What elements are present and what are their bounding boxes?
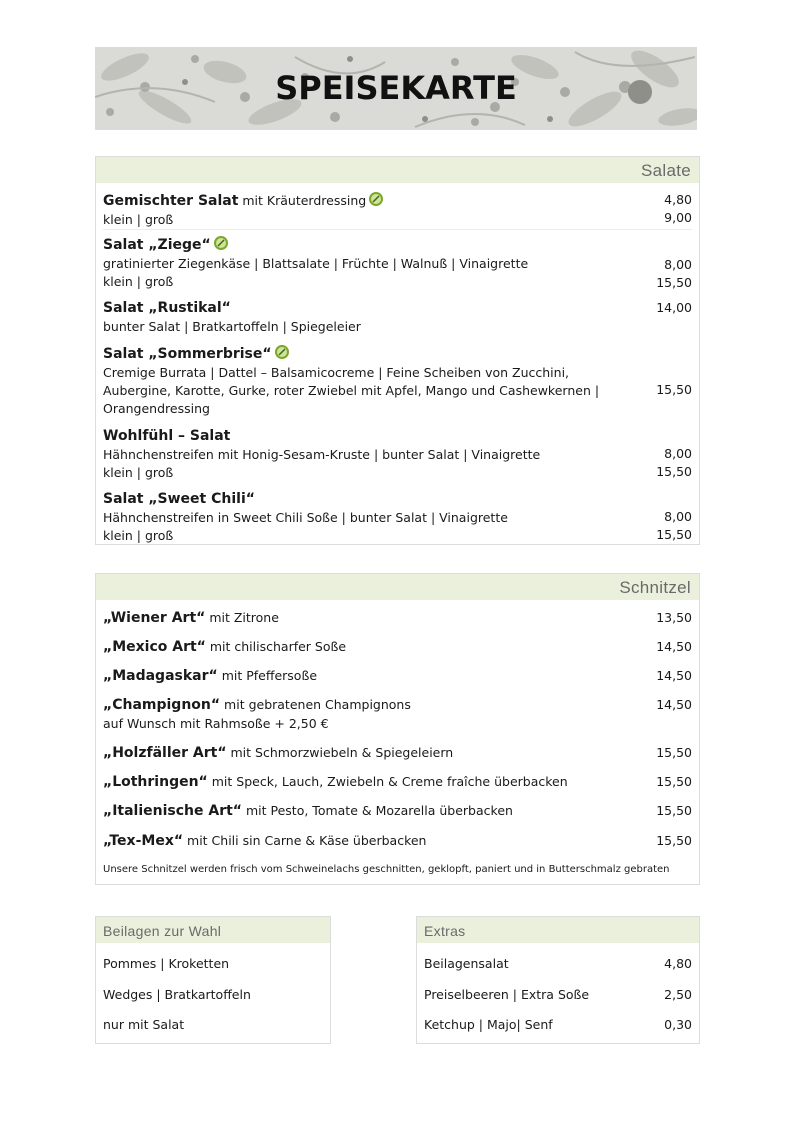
item-name: „Mexico Art“ <box>103 639 206 655</box>
item-suffix: mit Pesto, Tomate & Mozarella überbacken <box>242 803 513 818</box>
divider <box>103 229 692 230</box>
item-description: Hähnchenstreifen mit Honig-Sesam-Kruste | bunter Salat | Vinaigrette <box>103 447 541 462</box>
list-item: Pommes | Kroketten <box>103 956 230 971</box>
extra-label: Beilagensalat <box>424 956 509 971</box>
item-name: Wohlfühl – Salat <box>103 428 231 444</box>
item-price: 14,50 <box>656 639 692 654</box>
item-name: Salat „Rustikal“ <box>103 300 231 316</box>
list-item <box>424 1017 692 1032</box>
item-description: klein | groß <box>103 274 174 289</box>
menu-item <box>103 344 692 418</box>
section-beilagen <box>95 916 331 1044</box>
menu-item <box>103 490 692 545</box>
extra-price: 4,80 <box>664 956 692 971</box>
item-price: 9,00 <box>664 210 692 225</box>
section-header-beilagen <box>96 917 330 943</box>
menu-item <box>103 299 692 336</box>
item-price: 15,50 <box>656 527 692 542</box>
section-title-beilagen: Beilagen zur Wahl <box>103 923 222 939</box>
section-header-schnitzel <box>96 574 699 600</box>
veggie-leaf-icon <box>213 235 229 251</box>
extra-label: Preiselbeeren | Extra Soße <box>424 987 590 1002</box>
list-item: nur mit Salat <box>103 1017 185 1032</box>
section-extras <box>416 916 700 1044</box>
item-price: 8,00 <box>664 509 692 524</box>
item-description: auf Wunsch mit Rahmsoße + 2,50 € <box>103 716 329 731</box>
item-name: „Italienische Art“ <box>103 803 243 819</box>
menu-item <box>103 427 692 482</box>
section-header-salate <box>96 157 699 183</box>
extra-price: 2,50 <box>664 987 692 1002</box>
extra-price: 0,30 <box>664 1017 692 1032</box>
item-suffix: mit Chili sin Carne & Käse überbacken <box>183 833 427 848</box>
item-price: 4,80 <box>664 192 692 207</box>
item-price: 8,00 <box>664 257 692 272</box>
item-name: „Lothringen“ <box>103 774 208 790</box>
item-description: gratinierter Ziegenkäse | Blattsalate | Früchte | Walnuß | Vinaigrette <box>103 256 529 271</box>
menu-item <box>103 191 692 229</box>
menu-item <box>103 832 692 851</box>
item-price: 15,50 <box>656 833 692 848</box>
veggie-leaf-icon <box>274 344 290 360</box>
item-price: 15,50 <box>656 275 692 290</box>
list-item <box>424 987 692 1002</box>
item-price: 14,50 <box>656 697 692 712</box>
menu-item <box>103 696 692 733</box>
item-suffix: mit chilischarfer Soße <box>205 639 347 654</box>
veggie-leaf-icon <box>368 191 384 207</box>
section-title-schnitzel: Schnitzel <box>619 578 691 597</box>
item-name: Salat „Ziege“ <box>103 237 211 253</box>
item-description: klein | groß <box>103 465 174 480</box>
item-price: 14,50 <box>656 668 692 683</box>
extra-label: Ketchup | Majo| Senf <box>424 1017 553 1032</box>
item-description: Orangendressing <box>103 401 210 416</box>
item-price: 15,50 <box>656 745 692 760</box>
schnitzel-note: Unsere Schnitzel werden frisch vom Schweinelachs geschnitten, geklopft, paniert und in Butterschmalz gebraten <box>103 864 670 875</box>
menu-item <box>103 744 692 763</box>
section-title-extras: Extras <box>424 923 466 939</box>
item-description: Aubergine, Karotte, Gurke, roter Zwiebel mit Apfel, Mango und Cashewkernen | <box>103 383 600 398</box>
item-price: 14,00 <box>656 300 692 315</box>
item-price: 15,50 <box>656 464 692 479</box>
item-name: Gemischter Salat <box>103 193 239 209</box>
menu-item <box>103 802 692 821</box>
item-description: Hähnchenstreifen in Sweet Chili Soße | bunter Salat | Vinaigrette <box>103 510 508 525</box>
item-name: Salat „Sweet Chili“ <box>103 491 255 507</box>
menu-item <box>103 609 692 628</box>
section-schnitzel <box>95 573 700 885</box>
item-price: 15,50 <box>656 774 692 789</box>
item-description: bunter Salat | Bratkartoffeln | Spiegeleier <box>103 319 361 334</box>
menu-item <box>103 773 692 792</box>
menu-item <box>103 638 692 657</box>
item-description: klein | groß <box>103 528 174 543</box>
item-suffix: mit Speck, Lauch, Zwiebeln & Creme fraîche überbacken <box>207 774 568 789</box>
item-price: 13,50 <box>656 610 692 625</box>
section-header-extras <box>417 917 699 943</box>
item-name: Salat „Sommerbrise“ <box>103 346 272 362</box>
item-description: Cremige Burrata | Dattel – Balsamicocreme | Feine Scheiben von Zucchini, <box>103 365 570 380</box>
item-price: 15,50 <box>656 803 692 818</box>
list-item: Wedges | Bratkartoffeln <box>103 987 251 1002</box>
item-suffix: mit Kräuterdressing <box>238 193 367 208</box>
item-name: „Madagaskar“ <box>103 668 218 684</box>
item-suffix: mit Schmorzwiebeln & Spiegeleiern <box>226 745 454 760</box>
item-suffix: mit gebratenen Champignons <box>220 697 411 712</box>
item-suffix: mit Zitrone <box>205 610 279 625</box>
item-suffix: mit Pfeffersoße <box>217 668 318 683</box>
item-description: klein | groß <box>103 212 174 227</box>
page-title: SPEISEKARTE <box>275 69 517 107</box>
item-name: „Wiener Art“ <box>103 610 206 626</box>
item-price: 15,50 <box>656 382 692 397</box>
section-title-salate: Salate <box>640 161 691 180</box>
item-name: „Champignon“ <box>103 697 221 713</box>
item-name: „Holzfäller Art“ <box>103 745 227 761</box>
item-price: 8,00 <box>664 446 692 461</box>
item-name: „Tex-Mex“ <box>103 833 184 849</box>
header-banner <box>95 47 697 130</box>
section-salate <box>95 156 700 545</box>
list-item <box>424 956 692 971</box>
menu-item <box>103 235 692 291</box>
menu-item <box>103 667 692 686</box>
